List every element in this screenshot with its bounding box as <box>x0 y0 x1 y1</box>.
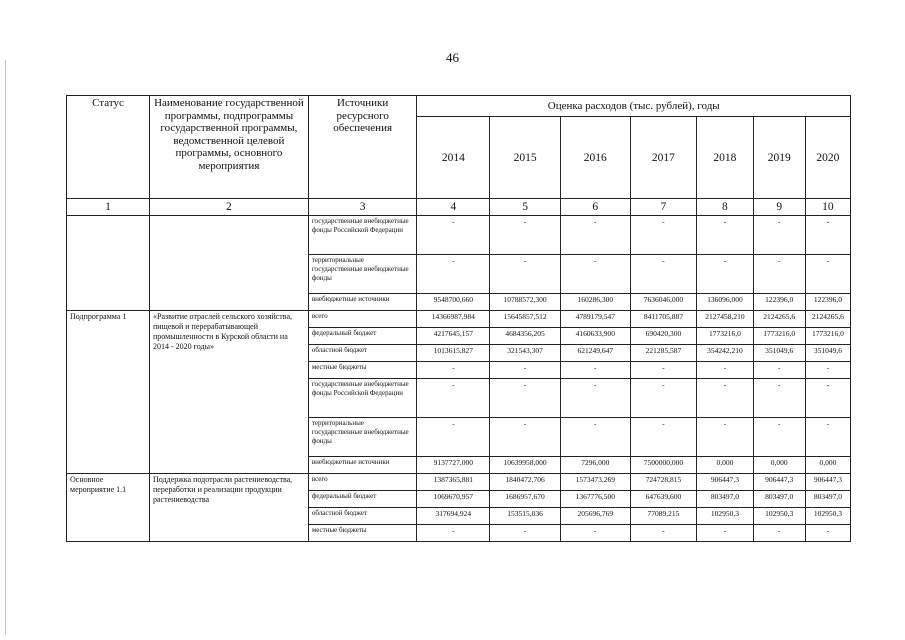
expense-value: - <box>417 525 490 542</box>
column-number: 1 <box>67 199 150 216</box>
expense-value: 803497,0 <box>697 491 753 508</box>
expense-value: 4160633,900 <box>560 328 630 345</box>
budget-table <box>66 95 851 542</box>
expense-value: - <box>805 255 850 294</box>
expense-value: - <box>697 525 753 542</box>
expense-value: 1069670,957 <box>417 491 490 508</box>
funding-source: государственные внебюджетные фонды Российской Федерации <box>308 379 417 418</box>
funding-source: всего <box>308 311 417 328</box>
expense-value: 351049,6 <box>753 345 805 362</box>
expense-value: 317694,924 <box>417 508 490 525</box>
column-number: 7 <box>630 199 697 216</box>
expense-value: 122396,0 <box>805 294 850 311</box>
expense-value: - <box>417 255 490 294</box>
expense-value: 2124265,6 <box>753 311 805 328</box>
expense-value: - <box>560 379 630 418</box>
expense-value: - <box>490 216 561 255</box>
expense-value: 2127458,210 <box>697 311 753 328</box>
header-name: Наименование государственной программы, подпрограммы государственной программы, ведомственной целевой программы, основного мероприятия <box>150 96 309 199</box>
expense-value: - <box>560 255 630 294</box>
funding-source: областной бюджет <box>308 508 417 525</box>
expense-value: 724728,815 <box>630 474 697 491</box>
funding-source: внебюджетные источники <box>308 457 417 474</box>
column-number: 9 <box>753 199 805 216</box>
row-status: Подпрограмма 1 <box>67 311 150 474</box>
expense-value: - <box>417 379 490 418</box>
expense-value: - <box>697 362 753 379</box>
expense-value: 0,000 <box>697 457 753 474</box>
header-status: Статус <box>67 96 150 199</box>
expense-value: - <box>697 418 753 457</box>
expense-value: 7636046,000 <box>630 294 697 311</box>
header-source: Источники ресурсного обеспечения <box>308 96 417 199</box>
expense-value: 205696,769 <box>560 508 630 525</box>
expense-value: 0,000 <box>805 457 850 474</box>
funding-source: местные бюджеты <box>308 362 417 379</box>
expense-value: 803497,0 <box>753 491 805 508</box>
expense-value: - <box>805 418 850 457</box>
expense-value: 1367776,500 <box>560 491 630 508</box>
expense-value: - <box>560 216 630 255</box>
expense-value: 221285,587 <box>630 345 697 362</box>
expense-value: 7500000,000 <box>630 457 697 474</box>
column-number: 5 <box>490 199 561 216</box>
expense-value: 7296,000 <box>560 457 630 474</box>
expense-value: 102950,3 <box>805 508 850 525</box>
row-program-name: «Развитие отраслей сельского хозяйства, пищевой и перерабатывающей промышленности в Курской области на 2014 - 2020 годы» <box>150 311 309 474</box>
expense-value: 2124265,6 <box>805 311 850 328</box>
column-number: 2 <box>150 199 309 216</box>
expense-value: 1573473,269 <box>560 474 630 491</box>
funding-source: областной бюджет <box>308 345 417 362</box>
column-number: 6 <box>560 199 630 216</box>
expense-value: 102950,3 <box>753 508 805 525</box>
expense-value: - <box>417 418 490 457</box>
column-number: 10 <box>805 199 850 216</box>
funding-source: внебюджетные источники <box>308 294 417 311</box>
expense-value: - <box>417 362 490 379</box>
expense-value: - <box>630 525 697 542</box>
expense-value: - <box>490 255 561 294</box>
page-edge-shadow <box>5 60 6 635</box>
expense-value: - <box>805 216 850 255</box>
expense-value: 8411705,887 <box>630 311 697 328</box>
expense-value: 10788572,300 <box>490 294 561 311</box>
expense-value: 9548700,660 <box>417 294 490 311</box>
column-number: 8 <box>697 199 753 216</box>
funding-source: федеральный бюджет <box>308 328 417 345</box>
row-status: Основное мероприятие 1.1 <box>67 474 150 542</box>
expense-value: - <box>630 255 697 294</box>
expense-value: - <box>490 379 561 418</box>
expense-value: 690420,300 <box>630 328 697 345</box>
expense-value: - <box>490 418 561 457</box>
year-header: 2014 <box>417 117 490 199</box>
expense-value: - <box>753 216 805 255</box>
expense-value: 77089,215 <box>630 508 697 525</box>
expense-value: 906447,3 <box>805 474 850 491</box>
expense-value: 354242,210 <box>697 345 753 362</box>
expense-value: 351049,6 <box>805 345 850 362</box>
expense-value: - <box>560 525 630 542</box>
expense-value: 1840472,706 <box>490 474 561 491</box>
funding-source: государственные внебюджетные фонды Российской Федерации <box>308 216 417 255</box>
expense-value: 621249,647 <box>560 345 630 362</box>
expense-value: 122396,0 <box>753 294 805 311</box>
expense-value: 10639958,000 <box>490 457 561 474</box>
expense-value: 136096,000 <box>697 294 753 311</box>
row-status <box>67 216 150 311</box>
expense-value: - <box>697 216 753 255</box>
expense-value: - <box>630 418 697 457</box>
expense-value: 160286,300 <box>560 294 630 311</box>
expense-value: - <box>630 362 697 379</box>
expense-value: - <box>753 255 805 294</box>
expense-value: - <box>417 216 490 255</box>
funding-source: местные бюджеты <box>308 525 417 542</box>
expense-value: 906447,3 <box>697 474 753 491</box>
column-number: 3 <box>308 199 417 216</box>
expense-value: 14366987,984 <box>417 311 490 328</box>
column-number-row <box>67 199 851 216</box>
expense-value: 1773216,0 <box>697 328 753 345</box>
expense-value: - <box>560 362 630 379</box>
expense-value: 102950,3 <box>697 508 753 525</box>
expense-value: 1387365,881 <box>417 474 490 491</box>
header-row <box>67 96 851 117</box>
expense-value: - <box>490 525 561 542</box>
column-number: 4 <box>417 199 490 216</box>
expense-value: 647639,600 <box>630 491 697 508</box>
year-header: 2020 <box>805 117 850 199</box>
funding-source: территориальные государственные внебюджетные фонды <box>308 255 417 294</box>
expense-value: - <box>753 362 805 379</box>
expense-value: 15645857,512 <box>490 311 561 328</box>
expense-value: 4217645,157 <box>417 328 490 345</box>
funding-source: федеральный бюджет <box>308 491 417 508</box>
expense-value: - <box>697 379 753 418</box>
expense-value: - <box>560 418 630 457</box>
page-number: 46 <box>446 50 459 65</box>
year-header: 2015 <box>490 117 561 199</box>
expense-value: 4789179,547 <box>560 311 630 328</box>
expense-value: - <box>805 525 850 542</box>
funding-source: всего <box>308 474 417 491</box>
expense-value: 4684356,205 <box>490 328 561 345</box>
expense-value: 803497,0 <box>805 491 850 508</box>
expense-value: 1013615,827 <box>417 345 490 362</box>
expense-value: - <box>697 255 753 294</box>
expense-value: 9137727,000 <box>417 457 490 474</box>
year-header: 2016 <box>560 117 630 199</box>
expense-value: - <box>630 379 697 418</box>
expense-value: - <box>753 418 805 457</box>
funding-source: территориальные государственные внебюджетные фонды <box>308 418 417 457</box>
row-program-name: Поддержка подотрасли растениеводства, переработки и реализации продукции растениеводства <box>150 474 309 542</box>
row-program-name <box>150 216 309 311</box>
expense-value: 0,000 <box>753 457 805 474</box>
expense-value: 1773216,0 <box>753 328 805 345</box>
expense-value: 906447,3 <box>753 474 805 491</box>
expense-value: 1773216,0 <box>805 328 850 345</box>
expense-value: - <box>753 525 805 542</box>
expense-value: - <box>805 362 850 379</box>
year-header: 2018 <box>697 117 753 199</box>
year-header: 2019 <box>753 117 805 199</box>
expense-value: 321543,307 <box>490 345 561 362</box>
table-row <box>67 474 851 491</box>
table-row <box>67 216 851 255</box>
expense-value: - <box>805 379 850 418</box>
expense-value: - <box>630 216 697 255</box>
expense-value: - <box>490 362 561 379</box>
year-header: 2017 <box>630 117 697 199</box>
expense-value: - <box>753 379 805 418</box>
table-row <box>67 311 851 328</box>
header-estimate: Оценка расходов (тыс. рублей), годы <box>417 96 851 117</box>
expense-value: 1686957,670 <box>490 491 561 508</box>
expense-value: 153515,036 <box>490 508 561 525</box>
